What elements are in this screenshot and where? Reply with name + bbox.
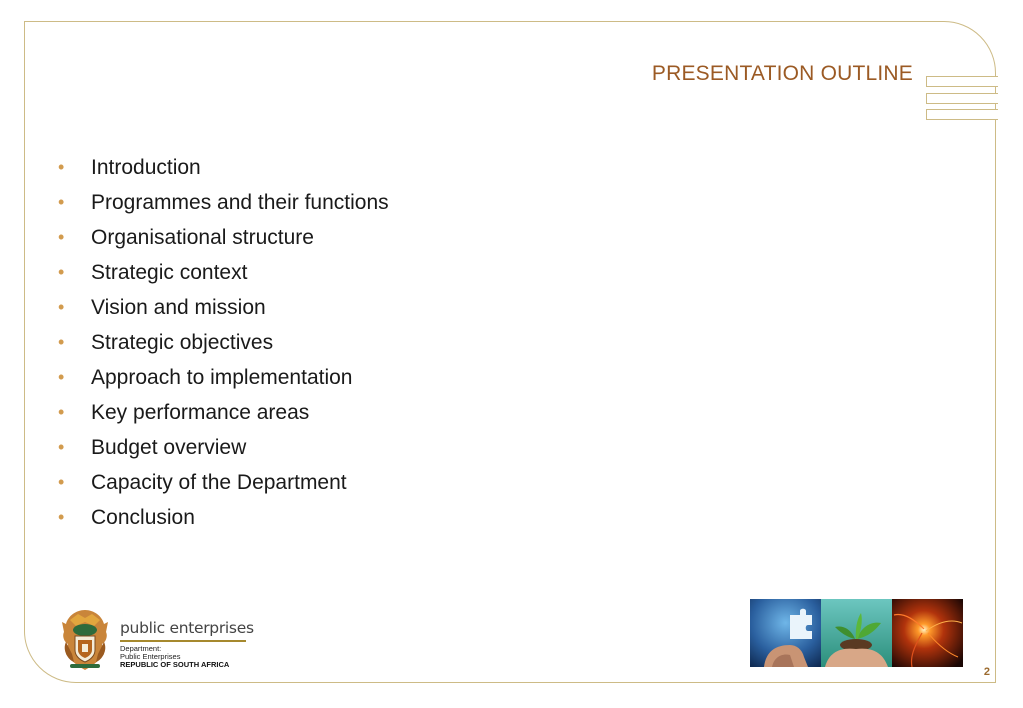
outline-list [58, 150, 389, 535]
bullet-icon: • [58, 437, 65, 457]
bullet-icon: • [58, 367, 65, 387]
decorative-bar [926, 76, 998, 87]
outline-item [58, 430, 389, 465]
outline-item [58, 150, 389, 185]
bullet-icon: • [58, 332, 65, 352]
bullet-icon: • [58, 192, 65, 212]
outline-item-text: Conclusion [91, 506, 195, 529]
outline-item [58, 220, 389, 255]
seedling-hands-image [821, 599, 892, 667]
outline-item-text: Programmes and their functions [91, 191, 389, 214]
bullet-icon: • [58, 402, 65, 422]
brand-divider [120, 640, 246, 642]
outline-item-text: Vision and mission [91, 296, 266, 319]
bullet-icon: • [58, 507, 65, 527]
bullet-icon: • [58, 297, 65, 317]
outline-item [58, 395, 389, 430]
department-name: Public Enterprises [120, 652, 181, 661]
decorative-bar [926, 93, 998, 104]
bullet-icon: • [58, 262, 65, 282]
outline-item [58, 255, 389, 290]
photo-strip [750, 599, 963, 667]
department-label: Department: [120, 644, 162, 653]
coat-of-arms-icon [58, 606, 112, 672]
bullet-icon: • [58, 227, 65, 247]
slide-title: PRESENTATION OUTLINE [651, 62, 913, 85]
page-number: 2 [983, 666, 990, 678]
brand-name: public enterprises [120, 619, 254, 637]
outline-item [58, 290, 389, 325]
decorative-bar [926, 109, 998, 120]
outline-item-text: Key performance areas [91, 401, 310, 424]
department-logo [58, 606, 258, 676]
outline-item-text: Organisational structure [91, 226, 314, 249]
outline-item [58, 325, 389, 360]
outline-item [58, 500, 389, 535]
outline-item [58, 185, 389, 220]
bullet-icon: • [58, 157, 65, 177]
outline-item-text: Strategic context [91, 261, 248, 284]
outline-item [58, 465, 389, 500]
outline-item-text: Introduction [91, 156, 201, 179]
outline-item-text: Strategic objectives [91, 331, 274, 354]
outline-item-text: Budget overview [91, 436, 247, 459]
outline-item [58, 360, 389, 395]
energy-light-image [892, 599, 963, 667]
bullet-icon: • [58, 472, 65, 492]
puzzle-hands-image [750, 599, 821, 667]
outline-item-text: Capacity of the Department [91, 471, 347, 494]
outline-item-text: Approach to implementation [91, 366, 353, 389]
country-name: REPUBLIC OF SOUTH AFRICA [120, 660, 230, 669]
